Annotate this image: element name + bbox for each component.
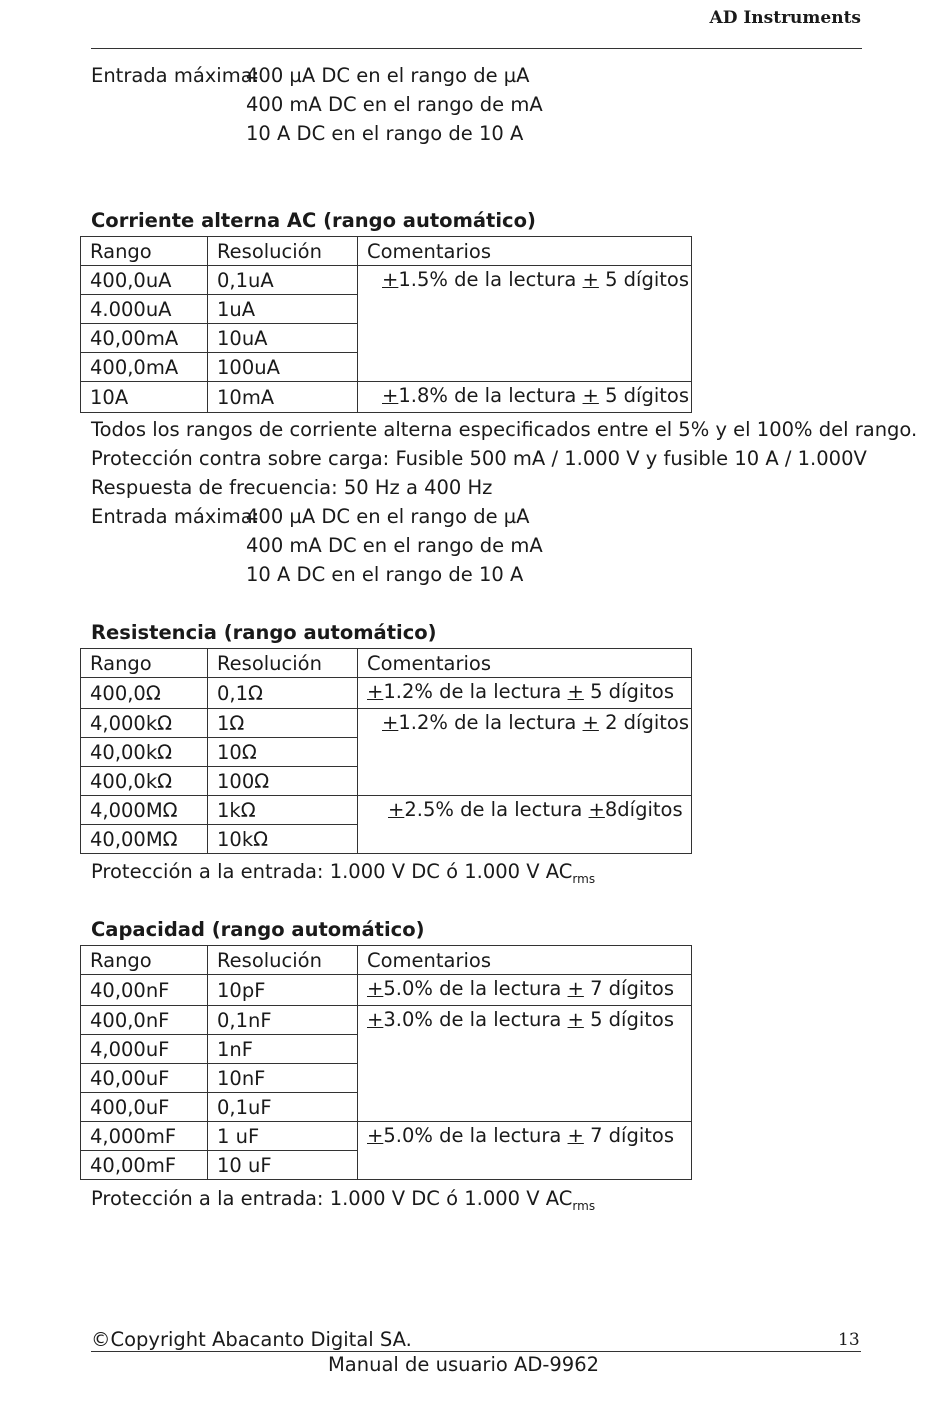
resolution-cell: 10pF	[208, 975, 358, 1006]
range-cell: 4.000uA	[81, 295, 208, 324]
resistance-protection: Protección a la entrada: 1.000 V DC ó 1.000 V $AC_{rms}$	[91, 860, 596, 886]
dc-max-input-line: 400 mA DC en el rango de mA	[246, 93, 543, 116]
range-cell: 40,00mF	[81, 1151, 208, 1180]
resolution-cell: 1kΩ	[208, 796, 358, 825]
range-cell: 4,000MΩ	[81, 796, 208, 825]
comment-cell: +5.0% de la lectura + 7 dígitos	[358, 975, 692, 1006]
range-cell: 4,000mF	[81, 1122, 208, 1151]
capacitance-protection: Protección a la entrada: 1.000 V DC ó 1.000 V $AC_{rms}$	[91, 1187, 596, 1213]
table-row	[81, 266, 692, 295]
header-cell: Comentarios	[358, 946, 692, 975]
ac-max-input-line: 10 A DC en el rango de 10 A	[246, 563, 524, 586]
header-cell: Resolución	[208, 946, 358, 975]
footer-manual-title: Manual de usuario AD-9962	[327, 1353, 600, 1376]
range-cell: 4,000uF	[81, 1035, 208, 1064]
resolution-cell: 1Ω	[208, 709, 358, 738]
resolution-cell: 10Ω	[208, 738, 358, 767]
table-row	[81, 796, 692, 825]
comment-cell: +5.0% de la lectura + 7 dígitos	[358, 1122, 692, 1180]
ac-max-input-label: Entrada máxima:	[91, 505, 260, 528]
table-row	[81, 382, 692, 413]
header-cell: Comentarios	[358, 649, 692, 678]
header-cell: Resolución	[208, 649, 358, 678]
range-cell: 40,00nF	[81, 975, 208, 1006]
range-cell: 400,0uF	[81, 1093, 208, 1122]
comment-cell: +2.5% de la lectura +8dígitos	[358, 796, 692, 854]
ac-note: Todos los rangos de corriente alterna especificados entre el 5% y el 100% del rango.	[91, 418, 918, 441]
range-cell: 40,00uF	[81, 1064, 208, 1093]
table-row	[81, 1122, 692, 1151]
comment-cell: +1.5% de la lectura + 5 dígitos	[358, 266, 692, 382]
range-cell: 40,00kΩ	[81, 738, 208, 767]
range-cell: 400,0kΩ	[81, 767, 208, 796]
resolution-cell: 100uA	[208, 353, 358, 382]
table-row	[81, 678, 692, 709]
header-cell: Resolución	[208, 237, 358, 266]
resolution-cell: 10 uF	[208, 1151, 358, 1180]
dc-max-input-line: 400 µA DC en el rango de µA	[246, 64, 530, 87]
range-cell: 40,00MΩ	[81, 825, 208, 854]
range-cell: 400,0mA	[81, 353, 208, 382]
capacitance-spec-table	[80, 945, 692, 1180]
header-cell: Rango	[81, 649, 208, 678]
section-title-capacitance: Capacidad (rango automático)	[91, 918, 425, 941]
range-cell: 10A	[81, 382, 208, 413]
table-header-row	[81, 946, 692, 975]
table-row	[81, 975, 692, 1006]
page-number: 13	[838, 1330, 860, 1350]
ac-max-input-line: 400 mA DC en el rango de mA	[246, 534, 543, 557]
dc-max-input-label: Entrada máxima:	[91, 64, 260, 87]
footer-rule	[91, 1351, 861, 1352]
resolution-cell: 100Ω	[208, 767, 358, 796]
resolution-cell: 10kΩ	[208, 825, 358, 854]
comment-cell: +1.8% de la lectura + 5 dígitos	[358, 382, 692, 413]
table-row	[81, 709, 692, 738]
ac-max-input-line: 400 µA DC en el rango de µA	[246, 505, 530, 528]
range-cell: 400,0Ω	[81, 678, 208, 709]
ac-note: Respuesta de frecuencia: 50 Hz a 400 Hz	[91, 476, 493, 499]
range-cell: 400,0uA	[81, 266, 208, 295]
table-header-row	[81, 649, 692, 678]
resolution-cell: 0,1uF	[208, 1093, 358, 1122]
resolution-cell: 1 uF	[208, 1122, 358, 1151]
range-cell: 40,00mA	[81, 324, 208, 353]
section-title-resistance: Resistencia (rango automático)	[91, 621, 437, 644]
resolution-cell: 0,1Ω	[208, 678, 358, 709]
ac-spec-table	[80, 236, 692, 413]
ac-note: Protección contra sobre carga: Fusible 500 mA / 1.000 V y fusible 10 A / 1.000V	[91, 447, 867, 470]
footer-copyright: ©Copyright Abacanto Digital SA.	[91, 1328, 412, 1351]
comment-cell: +1.2% de la lectura + 2 dígitos	[358, 709, 692, 796]
resolution-cell: 0,1uA	[208, 266, 358, 295]
resolution-cell: 10mA	[208, 382, 358, 413]
header-cell: Rango	[81, 237, 208, 266]
header-cell: Rango	[81, 946, 208, 975]
resolution-cell: 1uA	[208, 295, 358, 324]
comment-cell: +3.0% de la lectura + 5 dígitos	[358, 1006, 692, 1122]
header-rule	[91, 48, 862, 49]
range-cell: 4,000kΩ	[81, 709, 208, 738]
resolution-cell: 1nF	[208, 1035, 358, 1064]
range-cell: 400,0nF	[81, 1006, 208, 1035]
table-header-row	[81, 237, 692, 266]
comment-cell: +1.2% de la lectura + 5 dígitos	[358, 678, 692, 709]
table-row	[81, 1006, 692, 1035]
resolution-cell: 0,1nF	[208, 1006, 358, 1035]
section-title-ac: Corriente alterna AC (rango automático)	[91, 209, 536, 232]
resolution-cell: 10nF	[208, 1064, 358, 1093]
resolution-cell: 10uA	[208, 324, 358, 353]
header-cell: Comentarios	[358, 237, 692, 266]
dc-max-input-line: 10 A DC en el rango de 10 A	[246, 122, 524, 145]
resistance-spec-table	[80, 648, 692, 854]
header-brand: AD Instruments	[709, 8, 861, 28]
